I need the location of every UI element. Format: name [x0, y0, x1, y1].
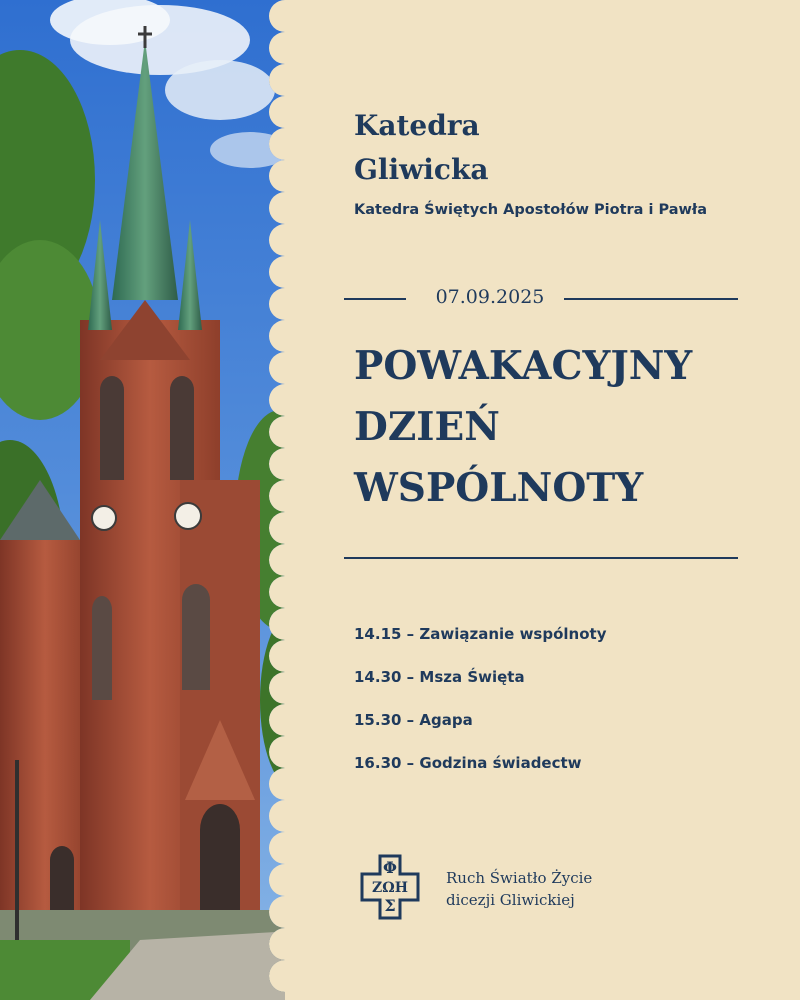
date-line-left — [344, 298, 406, 300]
organizer-name — [446, 867, 592, 911]
svg-text:Σ: Σ — [384, 896, 396, 915]
date-line-right — [564, 298, 738, 300]
schedule-item: 16.30 – Godzina świadectw — [354, 754, 582, 772]
schedule-list — [354, 621, 606, 793]
place-subtitle: Katedra Świętych Apostołów Piotra i Pawła — [354, 202, 708, 218]
place-title — [354, 104, 654, 192]
cathedral-photo — [0, 0, 310, 1000]
ruch-swiatlo-zycie-logo-icon — [358, 854, 422, 920]
event-date: 07.09.2025 — [435, 286, 545, 308]
schedule-item: 14.15 – Zawiązanie wspólnoty — [354, 625, 607, 643]
event-title-line-2: DZIEŃ — [354, 404, 500, 450]
place-title-line-1: Katedra — [354, 109, 480, 142]
text-panel — [330, 0, 780, 1000]
event-title — [354, 336, 692, 519]
organizer-line-1: Ruch Światło Życie — [446, 869, 593, 887]
schedule-item: 14.30 – Msza Święta — [354, 668, 525, 686]
svg-text:Φ: Φ — [383, 858, 397, 877]
event-title-line-3: WSPÓLNOTY — [354, 465, 644, 511]
organizer-line-2: dicezji Gliwickiej — [446, 891, 575, 909]
divider — [344, 557, 738, 559]
date-row — [344, 284, 738, 312]
place-title-line-2: Gliwicka — [354, 153, 489, 186]
event-title-line-1: POWAKACYJNY — [354, 343, 693, 389]
organizer — [358, 854, 688, 924]
schedule-item: 15.30 – Agapa — [354, 711, 473, 729]
svg-text:ΖΩΗ: ΖΩΗ — [372, 880, 408, 896]
